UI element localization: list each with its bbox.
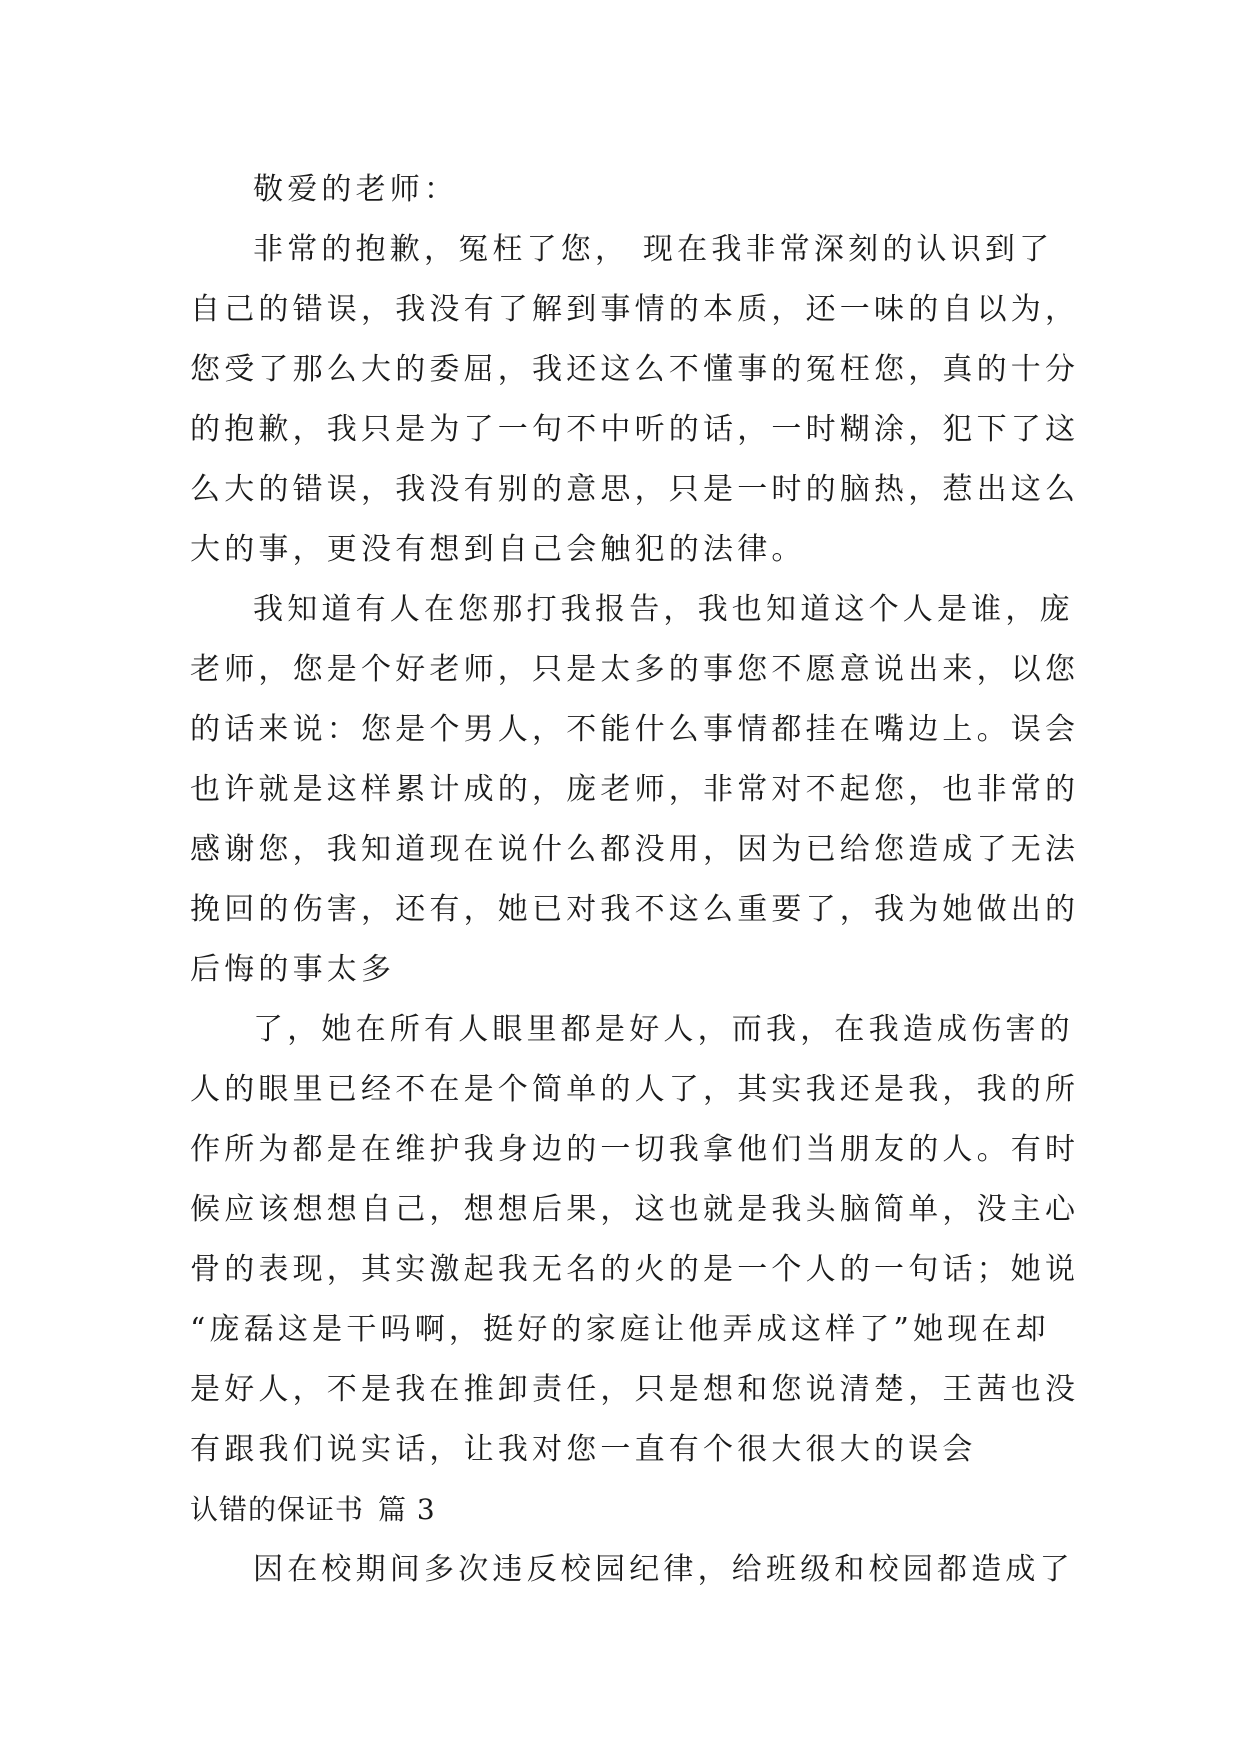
paragraph-line: 后悔的事太多 xyxy=(190,952,396,987)
paragraph-line: 了，她在所有人眼里都是好人，而我，在我造成伤害的 xyxy=(253,1012,1074,1047)
paragraph-line: 人的眼里已经不在是个简单的人了，其实我还是我，我的所 xyxy=(190,1072,1080,1107)
letter-body xyxy=(190,160,1080,1600)
section-label: 篇 3 xyxy=(378,1493,436,1526)
paragraph-line: 您受了那么大的委屈，我还这么不懂事的冤枉您，真的十分 xyxy=(190,352,1080,387)
paragraph-line: 的抱歉，我只是为了一句不中听的话，一时糊涂，犯下了这 xyxy=(190,412,1080,447)
paragraph-line: 自己的错误，我没有了解到事情的本质，还一味的自以为， xyxy=(190,292,1080,327)
paragraph-line: 挽回的伤害，还有，她已对我不这么重要了，我为她做出的 xyxy=(190,892,1080,927)
section-title: 认错的保证书 xyxy=(190,1493,365,1526)
paragraph-line: 非常的抱歉，冤枉了您， 现在我非常深刻的认识到了 xyxy=(253,232,1054,267)
paragraph-line: 么大的错误，我没有别的意思，只是一时的脑热，惹出这么 xyxy=(190,472,1080,507)
paragraph-line: 因在校期间多次违反校园纪律，给班级和校园都造成了 xyxy=(253,1552,1074,1587)
paragraph-line: 候应该想想自己，想想后果，这也就是我头脑简单，没主心 xyxy=(190,1192,1080,1227)
paragraph-line: 有跟我们说实话，让我对您一直有个很大很大的误会 xyxy=(190,1432,977,1467)
paragraph-line: 作所为都是在维护我身边的一切我拿他们当朋友的人。有时 xyxy=(190,1132,1080,1167)
paragraph-line: 老师，您是个好老师，只是太多的事您不愿意说出来，以您 xyxy=(190,652,1080,687)
paragraph-line: 大的事，更没有想到自己会触犯的法律。 xyxy=(190,532,806,567)
paragraph-line: 也许就是这样累计成的，庞老师，非常对不起您，也非常的 xyxy=(190,772,1080,807)
paragraph-line: “庞磊这是干吗啊，挺好的家庭让他弄成这样了”她现在却 xyxy=(190,1312,1050,1347)
salutation: 敬爱的老师： xyxy=(253,172,459,207)
paragraph-line: 骨的表现，其实激起我无名的火的是一个人的一句话；她说 xyxy=(190,1252,1080,1287)
paragraph-line: 的话来说：您是个男人，不能什么事情都挂在嘴边上。误会 xyxy=(190,712,1080,747)
paragraph-line: 是好人，不是我在推卸责任，只是想和您说清楚，王茜也没 xyxy=(190,1372,1080,1407)
paragraph-line: 感谢您，我知道现在说什么都没用，因为已给您造成了无法 xyxy=(190,832,1080,867)
section-heading xyxy=(190,1480,1065,1540)
paragraph-line: 我知道有人在您那打我报告，我也知道这个人是谁，庞 xyxy=(253,592,1074,627)
